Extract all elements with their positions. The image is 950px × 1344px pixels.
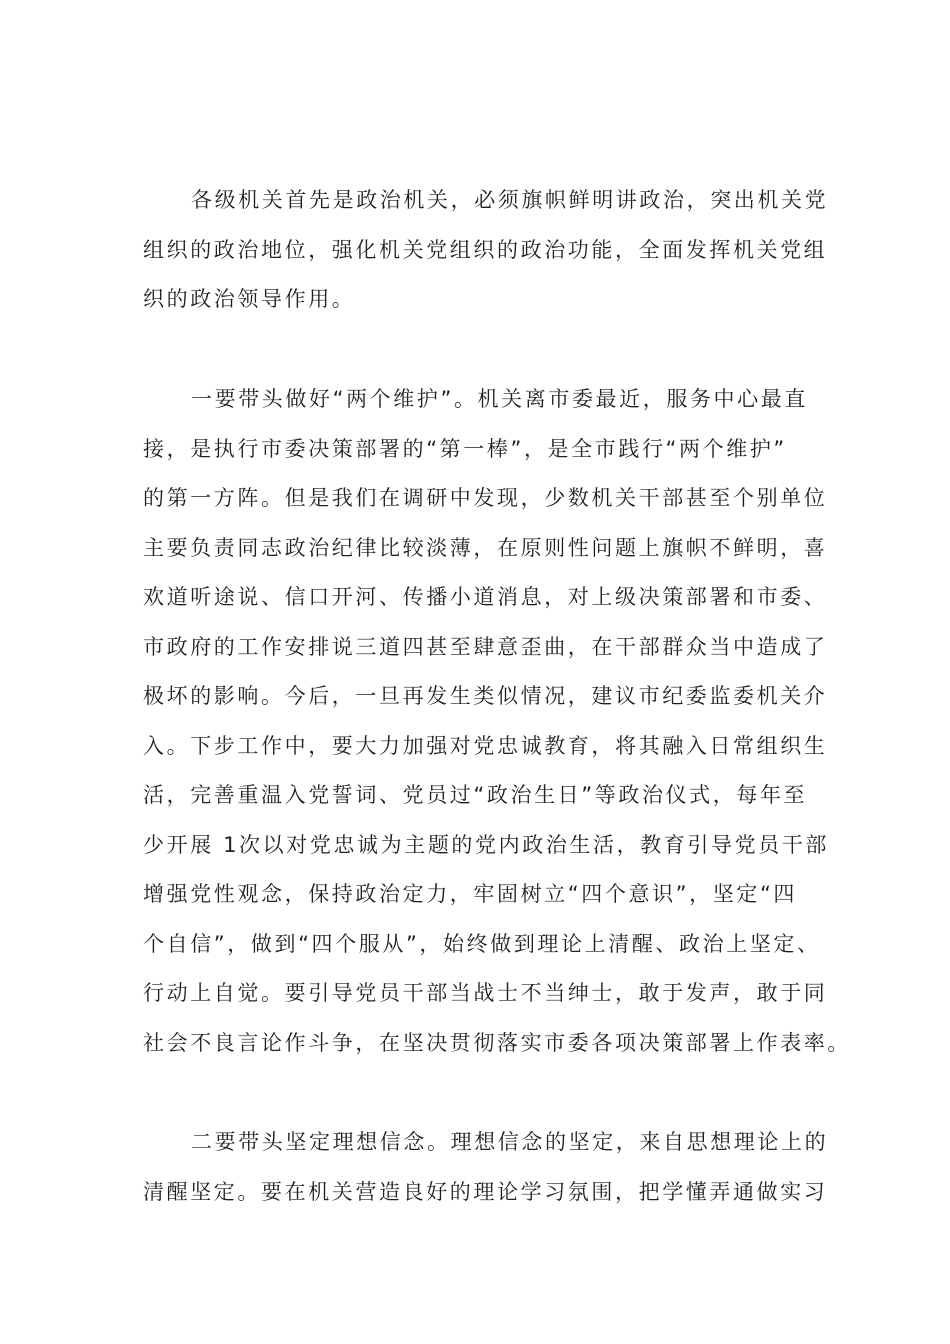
paragraph-2-line-13: 行动上自觉。要引导党员干部当战士不当绅士，敢于发声，敢于同 <box>143 981 828 1005</box>
paragraph-2-line-12: 个自信”，做到“四个服从”，始终做到理论上清醒、政治上坚定、 <box>143 932 821 956</box>
paragraph-2-line-7: 极坏的影响。今后，一旦再发生类似情况，建议市纪委监委机关介 <box>143 684 828 708</box>
paragraph-2-line-5: 欢道听途说、信口开河、传播小道消息，对上级决策部署和市委、 <box>143 585 828 609</box>
paragraph-3-line-2: 清醒坚定。要在机关营造良好的理论学习氛围，把学懂弄通做实习 <box>143 1180 828 1204</box>
paragraph-2-line-14: 社会不良言论作斗争，在坚决贯彻落实市委各项决策部署上作表率。 <box>143 1031 851 1055</box>
paragraph-1-line-3: 织的政治领导作用。 <box>143 287 356 311</box>
paragraph-3-line-1: 二要带头坚定理想信念。理想信念的坚定，来自思想理论上的 <box>191 1130 829 1154</box>
paragraph-2-line-3: 的第一方阵。但是我们在调研中发现，少数机关干部甚至个别单位 <box>143 486 828 510</box>
paragraph-2-line-4: 主要负责同志政治纪律比较淡薄，在原则性问题上旗帜不鲜明，喜 <box>143 536 828 560</box>
paragraph-1-line-1: 各级机关首先是政治机关，必须旗帜鲜明讲政治，突出机关党 <box>191 188 829 212</box>
paragraph-2-line-11: 增强党性观念，保持政治定力，牢固树立“四个意识”，坚定“四 <box>143 882 798 906</box>
paragraph-2-line-6: 市政府的工作安排说三道四甚至肆意歪曲，在干部群众当中造成了 <box>143 635 828 659</box>
paragraph-2-line-9: 活，完善重温入党誓词、党员过“政治生日”等政治仪式，每年至 <box>143 783 808 807</box>
paragraph-2-line-1: 一要带头做好“两个维护”。机关离市委最近，服务中心最直 <box>191 387 808 411</box>
paragraph-2-line-2: 接，是执行市委决策部署的“第一棒”，是全市践行“两个维护” <box>143 437 787 461</box>
paragraph-1-line-2: 组织的政治地位，强化机关党组织的政治功能，全面发挥机关党组 <box>143 238 828 262</box>
paragraph-2-line-10: 少开展 1次以对党忠诚为主题的党内政治生活，教育引导党员干部 <box>143 833 830 857</box>
paragraph-2-line-8: 入。下步工作中，要大力加强对党忠诚教育，将其融入日常组织生 <box>143 734 828 758</box>
